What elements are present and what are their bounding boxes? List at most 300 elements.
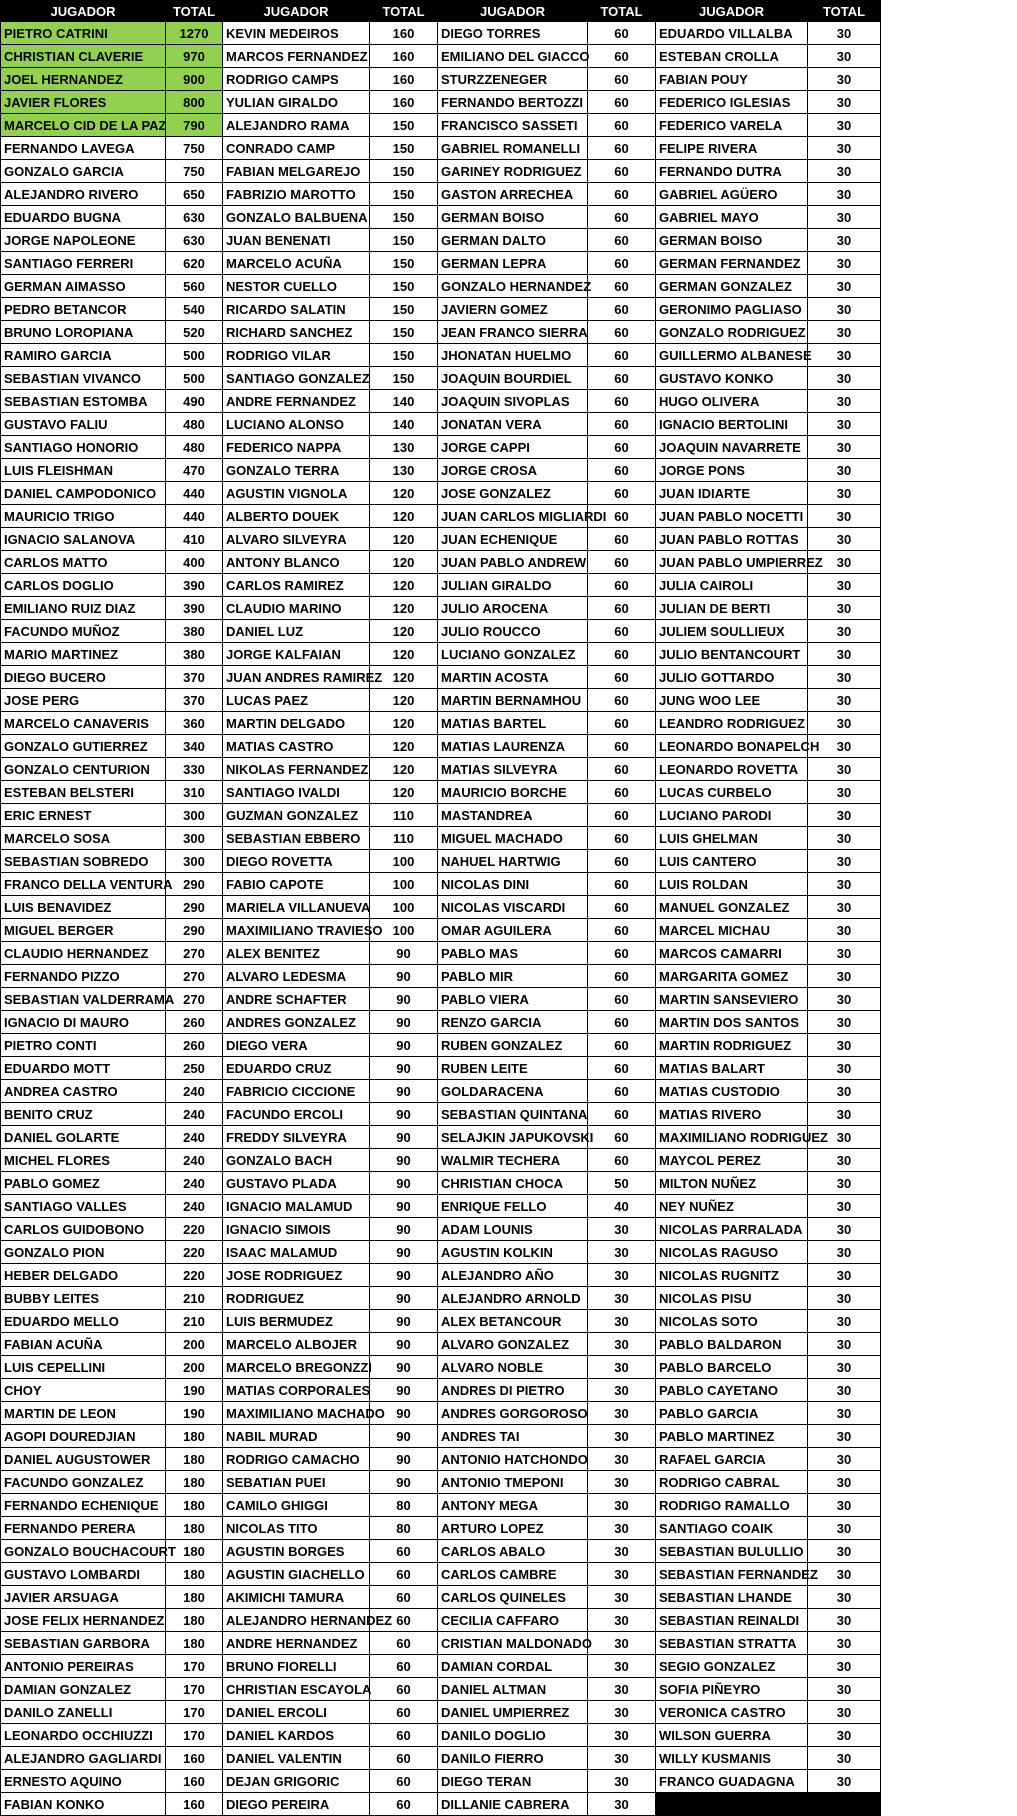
player-total-cell: 60	[588, 1149, 656, 1172]
player-total-cell: 60	[588, 275, 656, 298]
player-name-cell: LEONARDO ROVETTA	[656, 758, 808, 781]
player-total-cell: 30	[808, 436, 881, 459]
player-name-cell: BRUNO FIORELLI	[223, 1655, 370, 1678]
player-total-cell: 30	[808, 942, 881, 965]
player-total-cell: 40	[588, 1195, 656, 1218]
player-total-cell: 60	[588, 1057, 656, 1080]
player-name-cell: ANDRE SCHAFTER	[223, 988, 370, 1011]
player-name-cell: NIKOLAS FERNANDEZ	[223, 758, 370, 781]
player-total-cell: 60	[588, 252, 656, 275]
player-name-cell: JORGE PONS	[656, 459, 808, 482]
table-row	[1, 1264, 881, 1287]
player-total-cell: 30	[808, 1241, 881, 1264]
player-name-cell: ANDRES DI PIETRO	[438, 1379, 588, 1402]
player-total-cell: 260	[166, 1034, 223, 1057]
player-name-cell: JONATAN VERA	[438, 413, 588, 436]
table-row	[1, 160, 881, 183]
player-total-cell: 60	[588, 551, 656, 574]
player-total-cell: 30	[808, 1425, 881, 1448]
player-total-cell: 60	[588, 91, 656, 114]
player-total-cell: 90	[370, 1057, 438, 1080]
header-total: TOTAL	[166, 1, 223, 22]
player-total-cell: 30	[808, 137, 881, 160]
player-name-cell: JUAN ECHENIQUE	[438, 528, 588, 551]
player-name-cell: EMILIANO DEL GIACCO	[438, 45, 588, 68]
player-name-cell: NICOLAS VISCARDI	[438, 896, 588, 919]
player-total-cell: 970	[166, 45, 223, 68]
player-total-cell: 150	[370, 114, 438, 137]
player-total-cell: 30	[808, 275, 881, 298]
table-row	[1, 896, 881, 919]
player-total-cell: 30	[808, 68, 881, 91]
player-total-cell: 60	[588, 827, 656, 850]
player-total-cell: 110	[370, 827, 438, 850]
player-total-cell: 90	[370, 1218, 438, 1241]
player-name-cell: MANUEL GONZALEZ	[656, 896, 808, 919]
player-name-cell: GERMAN BOISO	[438, 206, 588, 229]
player-total-cell: 150	[370, 206, 438, 229]
player-total-cell: 360	[166, 712, 223, 735]
player-name-cell: RAFAEL GARCIA	[656, 1448, 808, 1471]
table-row	[1, 229, 881, 252]
header-total: TOTAL	[808, 1, 881, 22]
player-name-cell: GONZALO HERNANDEZ	[438, 275, 588, 298]
player-name-cell: NABIL MURAD	[223, 1425, 370, 1448]
table-row	[1, 942, 881, 965]
player-name-cell: ANDRES TAI	[438, 1425, 588, 1448]
player-name-cell: GONZALO GUTIERREZ	[1, 735, 166, 758]
player-name-cell: ALVARO NOBLE	[438, 1356, 588, 1379]
player-total-cell: 30	[588, 1517, 656, 1540]
player-total-cell: 100	[370, 919, 438, 942]
player-name-cell: PABLO MIR	[438, 965, 588, 988]
table-row	[1, 1402, 881, 1425]
player-name-cell: ALEX BENITEZ	[223, 942, 370, 965]
player-total-cell: 30	[588, 1402, 656, 1425]
player-total-cell: 240	[166, 1149, 223, 1172]
player-name-cell: CHRISTIAN CLAVERIE	[1, 45, 166, 68]
player-total-cell: 30	[808, 1563, 881, 1586]
player-name-cell: ANDRES GORGOROSO	[438, 1402, 588, 1425]
player-total-cell: 30	[808, 321, 881, 344]
player-name-cell: JOAQUIN BOURDIEL	[438, 367, 588, 390]
player-name-cell: NESTOR CUELLO	[223, 275, 370, 298]
player-name-cell: FACUNDO ERCOLI	[223, 1103, 370, 1126]
player-name-cell: DANILO ZANELLI	[1, 1701, 166, 1724]
player-name-cell: GONZALO BOUCHACOURT	[1, 1540, 166, 1563]
player-total-cell: 160	[166, 1770, 223, 1793]
player-total-cell: 180	[166, 1632, 223, 1655]
player-total-cell: 110	[370, 804, 438, 827]
player-total-cell: 60	[588, 321, 656, 344]
table-row	[1, 781, 881, 804]
player-total-cell: 180	[166, 1586, 223, 1609]
player-name-cell: LUIS BERMUDEZ	[223, 1310, 370, 1333]
player-name-cell: DANIEL CAMPODONICO	[1, 482, 166, 505]
player-total-cell: 250	[166, 1057, 223, 1080]
player-total-cell: 60	[588, 850, 656, 873]
player-total-cell: 30	[588, 1563, 656, 1586]
player-total-cell: 60	[588, 758, 656, 781]
player-name-cell: GUSTAVO PLADA	[223, 1172, 370, 1195]
player-name-cell: MARCELO SOSA	[1, 827, 166, 850]
player-total-cell: 30	[588, 1724, 656, 1747]
player-name-cell: SEBASTIAN STRATTA	[656, 1632, 808, 1655]
player-total-cell: 30	[808, 1747, 881, 1770]
player-total-cell: 30	[808, 298, 881, 321]
player-total-cell: 30	[808, 390, 881, 413]
player-total-cell: 440	[166, 482, 223, 505]
player-name-cell: ANTONIO HATCHONDO	[438, 1448, 588, 1471]
player-total-cell: 60	[588, 1080, 656, 1103]
player-name-cell: IGNACIO DI MAURO	[1, 1011, 166, 1034]
player-total-cell: 90	[370, 1195, 438, 1218]
player-total-cell: 540	[166, 298, 223, 321]
player-total-cell: 240	[166, 1172, 223, 1195]
player-total-cell: 60	[588, 988, 656, 1011]
player-total-cell: 60	[588, 735, 656, 758]
player-name-cell: FREDDY SILVEYRA	[223, 1126, 370, 1149]
player-name-cell: MARIO MARTINEZ	[1, 643, 166, 666]
player-total-cell: 190	[166, 1402, 223, 1425]
player-name-cell: DAMIAN CORDAL	[438, 1655, 588, 1678]
table-row	[1, 1540, 881, 1563]
player-total-cell: 170	[166, 1655, 223, 1678]
player-name-cell: ANTONIO TMEPONI	[438, 1471, 588, 1494]
player-total-cell: 90	[370, 1080, 438, 1103]
player-total-cell: 160	[370, 68, 438, 91]
player-name-cell: ESTEBAN CROLLA	[656, 45, 808, 68]
player-total-cell: 60	[588, 505, 656, 528]
player-total-cell: 30	[808, 91, 881, 114]
player-total-cell: 30	[808, 1540, 881, 1563]
player-name-cell: JOAQUIN SIVOPLAS	[438, 390, 588, 413]
player-name-cell: RUBEN GONZALEZ	[438, 1034, 588, 1057]
player-name-cell: JAVIER FLORES	[1, 91, 166, 114]
player-total-cell: 60	[588, 965, 656, 988]
player-total-cell: 60	[588, 942, 656, 965]
player-name-cell: MAXIMILIANO MACHADO	[223, 1402, 370, 1425]
table-row	[1, 1379, 881, 1402]
player-name-cell: LUIS FLEISHMAN	[1, 459, 166, 482]
player-name-cell: ALVARO SILVEYRA	[223, 528, 370, 551]
player-name-cell: ALEJANDRO ARNOLD	[438, 1287, 588, 1310]
player-total-cell: 30	[808, 114, 881, 137]
player-total-cell: 30	[808, 919, 881, 942]
table-row	[1, 1011, 881, 1034]
player-name-cell: CLAUDIO MARINO	[223, 597, 370, 620]
player-total-cell: 30	[808, 1632, 881, 1655]
player-name-cell: CHRISTIAN CHOCA	[438, 1172, 588, 1195]
player-name-cell: JUAN BENENATI	[223, 229, 370, 252]
player-total-cell: 60	[588, 160, 656, 183]
player-name-cell: GONZALO BACH	[223, 1149, 370, 1172]
player-name-cell: MAXIMILIANO RODRIGUEZ	[656, 1126, 808, 1149]
player-name-cell: JAVIERN GOMEZ	[438, 298, 588, 321]
player-total-cell: 30	[808, 1678, 881, 1701]
player-total-cell: 60	[588, 528, 656, 551]
player-name-cell: GERMAN LEPRA	[438, 252, 588, 275]
player-total-cell: 380	[166, 643, 223, 666]
player-name-cell: SEBASTIAN VIVANCO	[1, 367, 166, 390]
player-total-cell: 500	[166, 344, 223, 367]
player-total-cell: 30	[808, 666, 881, 689]
player-name-cell: RENZO GARCIA	[438, 1011, 588, 1034]
table-row	[1, 1310, 881, 1333]
player-total-cell: 30	[588, 1448, 656, 1471]
player-total-cell: 90	[370, 1149, 438, 1172]
player-name-cell: MARCELO CANAVERIS	[1, 712, 166, 735]
table-row	[1, 1793, 881, 1816]
player-name-cell: EDUARDO CRUZ	[223, 1057, 370, 1080]
player-name-cell: SELAJKIN JAPUKOVSKI	[438, 1126, 588, 1149]
player-total-cell: 60	[588, 919, 656, 942]
player-name-cell: DANILO FIERRO	[438, 1747, 588, 1770]
table-row	[1, 1356, 881, 1379]
player-total-cell: 370	[166, 666, 223, 689]
table-row	[1, 344, 881, 367]
table-row	[1, 620, 881, 643]
player-total-cell: 60	[370, 1678, 438, 1701]
table-row	[1, 367, 881, 390]
player-total-cell: 90	[370, 1103, 438, 1126]
player-name-cell: LUCIANO GONZALEZ	[438, 643, 588, 666]
table-row	[1, 1103, 881, 1126]
player-name-cell: NICOLAS DINI	[438, 873, 588, 896]
player-total-cell: 30	[808, 1494, 881, 1517]
player-name-cell: MATIAS BARTEL	[438, 712, 588, 735]
player-total-cell: 150	[370, 275, 438, 298]
player-total-cell: 130	[370, 459, 438, 482]
player-name-cell: JORGE CROSA	[438, 459, 588, 482]
player-name-cell: MARCOS CAMARRI	[656, 942, 808, 965]
table-row	[1, 1425, 881, 1448]
table-row	[1, 1034, 881, 1057]
player-name-cell: RODRIGO CABRAL	[656, 1471, 808, 1494]
player-total-cell: 30	[808, 1287, 881, 1310]
player-name-cell: SEBASTIAN VALDERRAMA	[1, 988, 166, 1011]
player-name-cell: LUCIANO PARODI	[656, 804, 808, 827]
player-name-cell: BRUNO LOROPIANA	[1, 321, 166, 344]
table-row	[1, 528, 881, 551]
player-name-cell: WILSON GUERRA	[656, 1724, 808, 1747]
player-total-cell: 30	[808, 160, 881, 183]
player-name-cell: DILLANIE CABRERA	[438, 1793, 588, 1816]
player-total-cell: 30	[808, 758, 881, 781]
player-total-cell: 30	[808, 735, 881, 758]
player-name-cell: EDUARDO MELLO	[1, 1310, 166, 1333]
player-total-cell: 30	[808, 1609, 881, 1632]
player-total-cell: 30	[808, 988, 881, 1011]
player-total-cell: 30	[808, 1057, 881, 1080]
player-total-cell: 120	[370, 689, 438, 712]
player-total-cell: 30	[808, 1310, 881, 1333]
player-total-cell: 90	[370, 1172, 438, 1195]
player-name-cell: ANDRES GONZALEZ	[223, 1011, 370, 1034]
player-total-cell: 120	[370, 528, 438, 551]
player-name-cell: CARLOS CAMBRE	[438, 1563, 588, 1586]
player-total-cell: 30	[808, 1195, 881, 1218]
player-total-cell: 150	[370, 137, 438, 160]
table-row	[1, 712, 881, 735]
player-total-cell: 120	[370, 643, 438, 666]
player-total-cell: 60	[588, 1011, 656, 1034]
player-name-cell: EDUARDO VILLALBA	[656, 22, 808, 45]
player-total-cell: 270	[166, 942, 223, 965]
player-name-cell: ALEJANDRO AÑO	[438, 1264, 588, 1287]
player-total-cell: 30	[808, 344, 881, 367]
player-total-cell: 100	[370, 896, 438, 919]
table-row	[1, 459, 881, 482]
player-total-cell: 30	[588, 1655, 656, 1678]
player-name-cell: MARCEL MICHAU	[656, 919, 808, 942]
player-name-cell: MAYCOL PEREZ	[656, 1149, 808, 1172]
player-name-cell: SEBASTIAN ESTOMBA	[1, 390, 166, 413]
player-name-cell: OMAR AGUILERA	[438, 919, 588, 942]
player-name-cell: MAURICIO TRIGO	[1, 505, 166, 528]
table-row	[1, 1172, 881, 1195]
player-total-cell: 30	[808, 1080, 881, 1103]
table-row	[1, 1770, 881, 1793]
player-total-cell: 30	[808, 206, 881, 229]
player-name-cell: NICOLAS RAGUSO	[656, 1241, 808, 1264]
player-name-cell: JUAN CARLOS MIGLIARDI	[438, 505, 588, 528]
player-name-cell: SEBATIAN PUEI	[223, 1471, 370, 1494]
player-name-cell: GOLDARACENA	[438, 1080, 588, 1103]
player-name-cell: GERMAN AIMASSO	[1, 275, 166, 298]
player-name-cell: DEJAN GRIGORIC	[223, 1770, 370, 1793]
player-total-cell: 90	[370, 1310, 438, 1333]
table-row	[1, 91, 881, 114]
player-total-cell: 520	[166, 321, 223, 344]
player-name-cell: JULIAN DE BERTI	[656, 597, 808, 620]
player-name-cell: LUCIANO ALONSO	[223, 413, 370, 436]
player-name-cell: MIGUEL BERGER	[1, 919, 166, 942]
header-jugador: JUGADOR	[223, 1, 370, 22]
table-row	[1, 114, 881, 137]
header-row	[1, 1, 881, 22]
player-total-cell: 300	[166, 850, 223, 873]
player-name-cell: ANTONY BLANCO	[223, 551, 370, 574]
player-name-cell: DANIEL LUZ	[223, 620, 370, 643]
player-total-cell: 30	[588, 1701, 656, 1724]
table-row	[1, 1471, 881, 1494]
player-name-cell: DANIEL GOLARTE	[1, 1126, 166, 1149]
player-total-cell: 180	[166, 1425, 223, 1448]
player-total-cell: 380	[166, 620, 223, 643]
player-name-cell: ESTEBAN BELSTERI	[1, 781, 166, 804]
player-total-cell: 30	[808, 1517, 881, 1540]
player-name-cell: AGOPI DOUREDJIAN	[1, 1425, 166, 1448]
player-name-cell: PABLO MAS	[438, 942, 588, 965]
player-total-cell: 800	[166, 91, 223, 114]
player-total-cell: 30	[808, 1149, 881, 1172]
player-name-cell: JULIEM SOULLIEUX	[656, 620, 808, 643]
player-name-cell: PABLO BARCELO	[656, 1356, 808, 1379]
player-total-cell: 240	[166, 1126, 223, 1149]
player-total-cell: 60	[588, 436, 656, 459]
player-name-cell: NICOLAS SOTO	[656, 1310, 808, 1333]
table-row	[1, 1655, 881, 1678]
player-total-cell: 180	[166, 1609, 223, 1632]
player-total-cell: 160	[370, 22, 438, 45]
player-total-cell: 30	[808, 1724, 881, 1747]
player-name-cell: MAXIMILIANO TRAVIESO	[223, 919, 370, 942]
player-total-cell: 30	[588, 1632, 656, 1655]
player-total-cell: 30	[808, 183, 881, 206]
player-total-cell: 30	[808, 620, 881, 643]
player-name-cell: SANTIAGO HONORIO	[1, 436, 166, 459]
player-name-cell: FERNANDO ECHENIQUE	[1, 1494, 166, 1517]
player-name-cell: JOSE PERG	[1, 689, 166, 712]
table-row	[1, 827, 881, 850]
player-name-cell: RODRIGUEZ	[223, 1287, 370, 1310]
player-name-cell: JUAN PABLO ROTTAS	[656, 528, 808, 551]
player-name-cell: PIETRO CATRINI	[1, 22, 166, 45]
player-total-cell: 30	[808, 1011, 881, 1034]
player-name-cell: JUAN PABLO ANDREW	[438, 551, 588, 574]
player-total-cell: 60	[588, 689, 656, 712]
player-total-cell: 30	[808, 712, 881, 735]
player-total-cell: 220	[166, 1241, 223, 1264]
player-name-cell: IGNACIO SIMOIS	[223, 1218, 370, 1241]
player-total-cell: 400	[166, 551, 223, 574]
player-name-cell: LUCAS CURBELO	[656, 781, 808, 804]
player-name-cell: YULIAN GIRALDO	[223, 91, 370, 114]
table-row	[1, 804, 881, 827]
player-total-cell: 30	[808, 1586, 881, 1609]
player-name-cell: NICOLAS PISU	[656, 1287, 808, 1310]
player-name-cell: MARTIN DOS SANTOS	[656, 1011, 808, 1034]
player-total-cell: 150	[370, 160, 438, 183]
player-name-cell: NICOLAS RUGNITZ	[656, 1264, 808, 1287]
player-name-cell: FEDERICO VARELA	[656, 114, 808, 137]
player-name-cell: AKIMICHI TAMURA	[223, 1586, 370, 1609]
player-total-cell: 60	[588, 183, 656, 206]
player-total-cell: 150	[370, 367, 438, 390]
table-row	[1, 1080, 881, 1103]
player-total-cell: 30	[808, 1103, 881, 1126]
player-total-cell: 80	[370, 1517, 438, 1540]
player-total-cell: 30	[808, 367, 881, 390]
player-total-cell: 200	[166, 1356, 223, 1379]
player-total-cell: 290	[166, 873, 223, 896]
player-total-cell: 140	[370, 390, 438, 413]
player-total-cell: 130	[370, 436, 438, 459]
player-name-cell: NEY NUÑEZ	[656, 1195, 808, 1218]
player-name-cell: EDUARDO MOTT	[1, 1057, 166, 1080]
player-total-cell: 30	[808, 413, 881, 436]
player-name-cell: BUBBY LEITES	[1, 1287, 166, 1310]
player-name-cell: KEVIN MEDEIROS	[223, 22, 370, 45]
player-name-cell: MATIAS RIVERO	[656, 1103, 808, 1126]
player-total-cell: 30	[808, 689, 881, 712]
player-total-cell: 30	[808, 850, 881, 873]
player-name-cell: GUILLERMO ALBANESE	[656, 344, 808, 367]
player-name-cell: LUIS CANTERO	[656, 850, 808, 873]
player-total-cell: 120	[370, 505, 438, 528]
player-total-cell: 30	[808, 1379, 881, 1402]
table-row	[1, 137, 881, 160]
player-name-cell: NICOLAS TITO	[223, 1517, 370, 1540]
player-total-cell: 170	[166, 1678, 223, 1701]
player-total-cell: 90	[370, 1402, 438, 1425]
player-total-cell: 30	[808, 1770, 881, 1793]
player-name-cell: ALBERTO DOUEK	[223, 505, 370, 528]
player-total-cell: 160	[370, 45, 438, 68]
player-total-cell: 60	[588, 482, 656, 505]
player-name-cell: JULIO ROUCCO	[438, 620, 588, 643]
